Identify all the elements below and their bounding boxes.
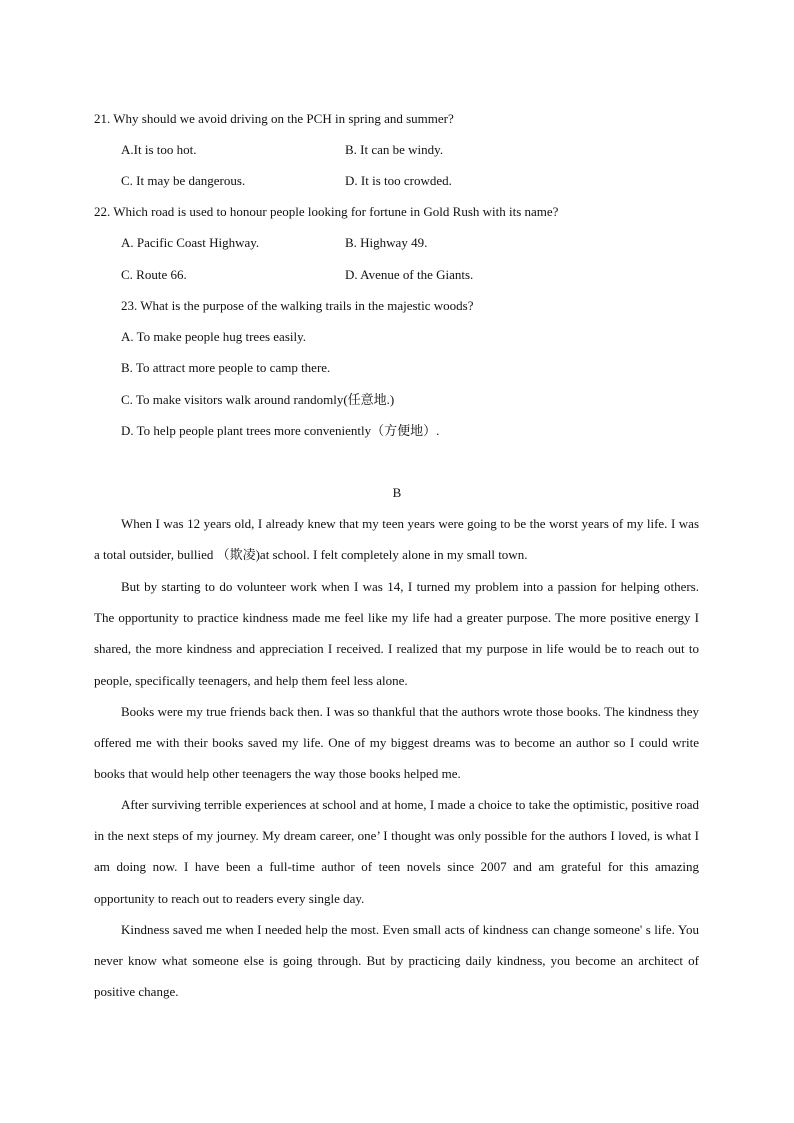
question-22-option-b: B. Highway 49. bbox=[345, 235, 428, 250]
passage-heading: B bbox=[392, 485, 402, 500]
question-21-option-d: D. It is too crowded. bbox=[345, 173, 452, 188]
passage-paragraph-3: Books were my true friends back then. I was so thankful that the authors wrote those books. The kindness they offered me with their books saved my life. One of my biggest dreams was to become an author so I could write books that would help other teenagers the way those books helped me. bbox=[94, 704, 699, 782]
passage-paragraph-2: But by starting to do volunteer work when I was 14, I turned my problem into a passion for helping others. The opportunity to practice kindness made me feel like my life had a greater purpose. The more positive energy I shared, the more kindness and appreciation I received. I realized that my purpose in life would be to reach out to people, specifically teenagers, and help them feel less alone. bbox=[94, 579, 699, 688]
question-23-stem: 23. What is the purpose of the walking trails in the majestic woods? bbox=[121, 298, 474, 313]
question-22-option-a: A. Pacific Coast Highway. bbox=[121, 235, 260, 250]
question-21-option-b: B. It can be windy. bbox=[345, 142, 444, 157]
question-23-option-c: C. To make visitors walk around randomly(任意地.) bbox=[121, 392, 395, 407]
question-22-option-d: D. Avenue of the Giants. bbox=[345, 267, 474, 282]
question-21-stem: 21. Why should we avoid driving on the PCH in spring and summer? bbox=[94, 111, 454, 126]
question-23-option-a: A. To make people hug trees easily. bbox=[121, 329, 307, 344]
question-21-option-a: A.It is too hot. bbox=[121, 142, 197, 157]
question-21-option-c: C. It may be dangerous. bbox=[121, 173, 246, 188]
passage-paragraph-4: After surviving terrible experiences at school and at home, I made a choice to take the optimistic, positive road in the next steps of my journey. My dream career, one’ I thought was only possible for the authors I loved, is what I am doing now. I have been a full-time author of teen novels since 2007 and am grateful for this amazing opportunity to reach out to readers every single day. bbox=[94, 797, 699, 906]
passage-paragraph-1: When I was 12 years old, I already knew that my teen years were going to be the worst years of my life. I was a total outsider, bullied （欺凌)at school. I felt completely alone in my small town. bbox=[94, 516, 699, 563]
passage-paragraph-5: Kindness saved me when I needed help the most. Even small acts of kindness can change someone' s life. You never know what someone else is going through. But by practicing daily kindness, you become an architect of positive change. bbox=[94, 922, 699, 1000]
question-23-option-b: B. To attract more people to camp there. bbox=[121, 360, 331, 375]
question-22-stem: 22. Which road is used to honour people looking for fortune in Gold Rush with its name? bbox=[94, 204, 559, 219]
question-22-option-c: C. Route 66. bbox=[121, 267, 187, 282]
question-23-option-d: D. To help people plant trees more conveniently（方便地）. bbox=[121, 423, 440, 438]
